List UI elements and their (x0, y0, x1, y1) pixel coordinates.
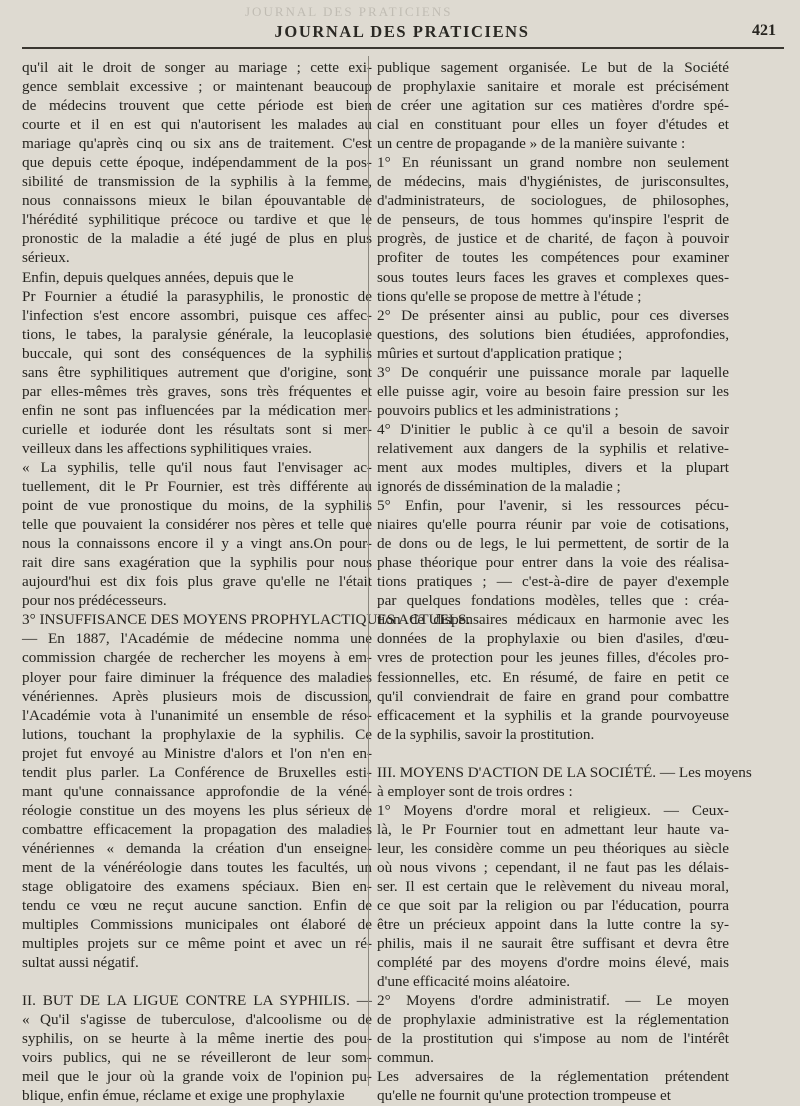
text-line: 1° En réunissant un grand nombre non seulement (377, 154, 729, 172)
text-line: efficacement et la syphilis et la grande pourvoyeuse (377, 706, 729, 724)
text-line: tuellement, dit le Pr Fournier, est très différente au (22, 478, 372, 496)
text-line: de la syphilis, savoir la prostitution. (377, 725, 595, 743)
text-line: là, le Pr Fournier tout en admettant leur haute va- (377, 820, 729, 838)
text-line: point de vue pronostique du moins, de la syphilis (22, 497, 372, 515)
text-line: tendit plus parler. La Conférence de Bruxelles esti- (22, 763, 372, 781)
text-line: 2° Moyens d'ordre administratif. — Le moyen (377, 992, 729, 1010)
text-line: ployer pour faire diminuer la fréquence des maladies (22, 668, 372, 686)
text-line: mariage qu'après cinq ou six ans de traitement. C'est (22, 135, 372, 153)
text-line: publique sagement organisée. Le but de la Société (377, 59, 729, 76)
text-line: de prophylaxie sanitaire et morale est précisément (377, 78, 729, 96)
text-line: courte et il en est qui n'autorisent les malades au (22, 116, 372, 134)
text-line: de penseurs, de tous hommes qu'inspire l'esprit de (377, 211, 729, 229)
paragraph-gap (22, 972, 372, 991)
text-line: stage obligatoire des examens spéciaux. Bien en- (22, 878, 372, 896)
text-line: aujourd'hui est dix fois plus grave qu'elle ne l'était (22, 573, 372, 591)
text-line: enfin ne sont pas influencées par la médication mer- (22, 401, 372, 419)
text-line: projet fut envoyé au Ministre d'alors et l'on n'en en- (22, 744, 372, 762)
text-line: vénériennes. Après plusieurs mois de discussion, (22, 687, 372, 705)
text-line: cial en constituant pour elles un foyer d'études et (377, 116, 729, 134)
text-line: veilleux dans les affections syphilitiques vraies. (22, 439, 312, 457)
text-line: l'Académie vota à l'unanimité un ensemble de réso- (22, 706, 372, 724)
text-line: commission chargée de rechercher les moyens à em- (22, 649, 372, 667)
text-line: ce que soit par la religion ou par l'éducation, pourra (377, 897, 729, 915)
running-title: JOURNAL DES PRATICIENS (274, 22, 530, 41)
page-number: 421 (752, 22, 776, 39)
text-line: Pr Fournier a étudié la parasyphilis, le pronostic de (22, 287, 372, 305)
text-line: syphilis, on se heurte à la même inertie des pou- (22, 1030, 372, 1048)
text-line: de médecins trouvent que cette période est bien (22, 97, 372, 115)
paragraph-gap (377, 744, 729, 763)
text-line: phase théorique pour entrer dans la voie des réalisa- (377, 554, 729, 572)
text-line: mant qu'une connaissance approfondie de la véné- (22, 782, 372, 800)
text-line: profiter de toutes les compétences pour examiner (377, 249, 729, 267)
text-line: gence semblait excessive ; or maintenant beaucoup (22, 78, 372, 96)
header-rule (22, 47, 784, 49)
text-line: mûries et surtout d'application pratique ; (377, 344, 623, 362)
text-line: vénériennes « demanda la création d'un enseigne- (22, 839, 372, 857)
column-divider (368, 56, 369, 1086)
text-line: — En 1887, l'Académie de médecine nomma une (22, 630, 372, 648)
text-line: 3° INSUFFISANCE DES MOYENS PROPHYLACTIQUES ACTUELS. (22, 611, 471, 629)
text-line: ment de la vénéréologie dans toutes les facultés, un (22, 858, 372, 876)
text-line: III. MOYENS D'ACTION DE LA SOCIÉTÉ. — Les moyens (377, 763, 752, 781)
text-line: tions qu'elle se propose de mettre à l'étude ; (377, 287, 642, 305)
text-line: où nous vivons ; cependant, il ne faut pas les délais- (377, 858, 729, 876)
text-line: l'hérédité syphilitique précoce ou tardive et que le (22, 211, 372, 229)
text-line: nous connaissons mieux le bilan épouvantable de (22, 192, 372, 210)
text-line: de la prostitution qui s'impose au nom de l'intérêt (377, 1030, 729, 1048)
text-line: relativement aux dangers de la syphilis et relative- (377, 439, 729, 457)
text-line: tions, le tabes, la paralysie générale, la leucoplasie (22, 325, 372, 343)
text-line: sérieux. (22, 249, 70, 267)
text-line: tendu ce vœu ne reçut aucune sanction. Enfin de (22, 897, 372, 915)
text-line: réologie constitue un des moyens les plus sérieux de (22, 801, 372, 819)
text-line: ser. Il est certain que le relèvement du niveau moral, (377, 877, 729, 895)
text-line: pronostic de la maladie a été jugé de plus en plus (22, 230, 372, 248)
text-line: ignorés de dissémination de la maladie ; (377, 478, 621, 496)
text-line: questions, des solutions bien étudiées, approfondies, (377, 325, 729, 343)
text-line: de médecins, mais d'hygiénistes, de jurisconsultes, (377, 173, 729, 191)
text-line: sans être syphilitiques autrement que d'origine, sont (22, 363, 372, 381)
text-line: qu'il ait le droit de songer au mariage ; cette exi- (22, 59, 372, 76)
text-line: elle puisse agir, voire au besoin faire pression sur les (377, 382, 729, 400)
text-line: telle que pouvaient la considérer nos pères et telle que (22, 516, 372, 534)
text-line: données de la prophylaxie ou bien d'asiles, d'œu- (377, 630, 729, 648)
text-line: meil que le jour où la grande voix de l'opinion pu- (22, 1068, 372, 1086)
text-line: progrès, de justice et de charité, de façon à pouvoir (377, 230, 729, 248)
text-line: voirs publics, qui ne se réveilleront de leur som- (22, 1049, 372, 1067)
text-line: commun. (377, 1049, 434, 1067)
text-line: combattre efficacement la propagation des maladies (22, 820, 372, 838)
text-line: à employer sont de trois ordres : (377, 782, 573, 800)
text-line: buccale, qui sont des conséquences de la syphilis (22, 344, 372, 362)
text-line: de créer une agitation sur ces matières d'ordre spé- (377, 97, 729, 115)
text-line: leur, les considère comme un peu théoriques au siècle (377, 839, 729, 857)
text-line: curielle et iodurée dont les résultats sont si mer- (22, 420, 372, 438)
text-line: sultat aussi négatif. (22, 954, 139, 972)
text-line: multiples projets sur ce même point et avec un ré- (22, 935, 372, 953)
text-line: sous toutes leurs faces les graves et complexes ques- (377, 268, 729, 286)
text-line: niaires qu'elle pourra réunir par voie de cotisations, (377, 516, 729, 534)
text-line: rait dire sans exagération que la syphilis pour nous (22, 554, 372, 572)
text-line: lutions, touchant la prophylaxie de la syphilis. Ce (22, 725, 372, 743)
text-line: d'une efficacité moins aléatoire. (377, 973, 571, 991)
text-line: fessionnelles, etc. En résumé, de faire en petit ce (377, 668, 729, 686)
text-line: par elles-mêmes très graves, sons très fréquentes et (22, 382, 372, 400)
text-line: de prophylaxie administrative est la réglementation (377, 1011, 729, 1029)
text-line: multiples Commissions municipales ont élaboré de (22, 916, 372, 934)
text-line: pour nos prédécesseurs. (22, 592, 167, 610)
text-line: vres de protection pour les jeunes filles, d'écoles pro- (377, 649, 729, 667)
text-line: de dons ou de legs, le lui permettent, de sortir de la (377, 535, 729, 553)
text-line: nous la connaissons encore il y a vingt ans.On pour- (22, 535, 372, 553)
text-line: 2° De présenter ainsi au public, pour ces diverses (377, 306, 729, 324)
text-line: tions pratiques ; — c'est-à-dire de payer d'exemple (377, 573, 729, 591)
text-line: Les adversaires de la réglementation prétendent (377, 1068, 729, 1086)
text-line: philis, mais il ne saurait être suffisant et devra être (377, 935, 729, 953)
text-line: l'infection s'est encore assombri, puisque ces affec- (22, 306, 372, 324)
text-line: par quelques fondations modèles, telles que : créa- (377, 592, 729, 610)
text-line: sibilité de transmission de la syphilis à la femme, (22, 173, 372, 191)
text-line: pouvoirs publics et les administrations ; (377, 401, 619, 419)
text-line: blique, enfin émue, réclame et exige une prophylaxie (22, 1087, 345, 1105)
text-line: que depuis cette époque, indépendamment de la pos- (22, 154, 372, 172)
text-line: « Qu'il s'agisse de tuberculose, d'alcoolisme ou de (22, 1011, 372, 1029)
page-header (22, 20, 782, 46)
text-line: un centre de propagande » de la manière suivante : (377, 135, 686, 153)
text-line: tion de dispensaires médicaux en harmonie avec les (377, 611, 729, 629)
text-line: 4° D'initier le public à ce qu'il a besoin de savoir (377, 420, 729, 438)
text-line: 1° Moyens d'ordre moral et religieux. — Ceux- (377, 801, 729, 819)
text-line: d'administrateurs, de sociologues, de philosophes, (377, 192, 729, 210)
text-line: II. BUT DE LA LIGUE CONTRE LA SYPHILIS. — (22, 992, 372, 1010)
text-line: 3° De conquérir une puissance morale par laquelle (377, 363, 729, 381)
right-column (377, 58, 752, 1106)
text-line: 5° Enfin, pour l'avenir, si les ressources pécu- (377, 497, 729, 515)
bleed-through-text: JOURNAL DES PRATICIENS (245, 4, 453, 19)
text-line: Enfin, depuis quelques années, depuis que le (22, 268, 294, 286)
text-line: complété par des moyens d'ordre moins élevé, mais (377, 954, 729, 972)
text-line: qu'elle ne fournit qu'une protection trompeuse et (377, 1087, 671, 1105)
text-line: être un précieux appoint dans la lutte contre la sy- (377, 916, 729, 934)
text-line: qu'il conviendrait de faire en grand pour combattre (377, 687, 729, 705)
text-line: « La syphilis, telle qu'il nous faut l'envisager ac- (22, 458, 372, 476)
text-line: ment aux modes multiples, divers et la plupart (377, 458, 729, 476)
